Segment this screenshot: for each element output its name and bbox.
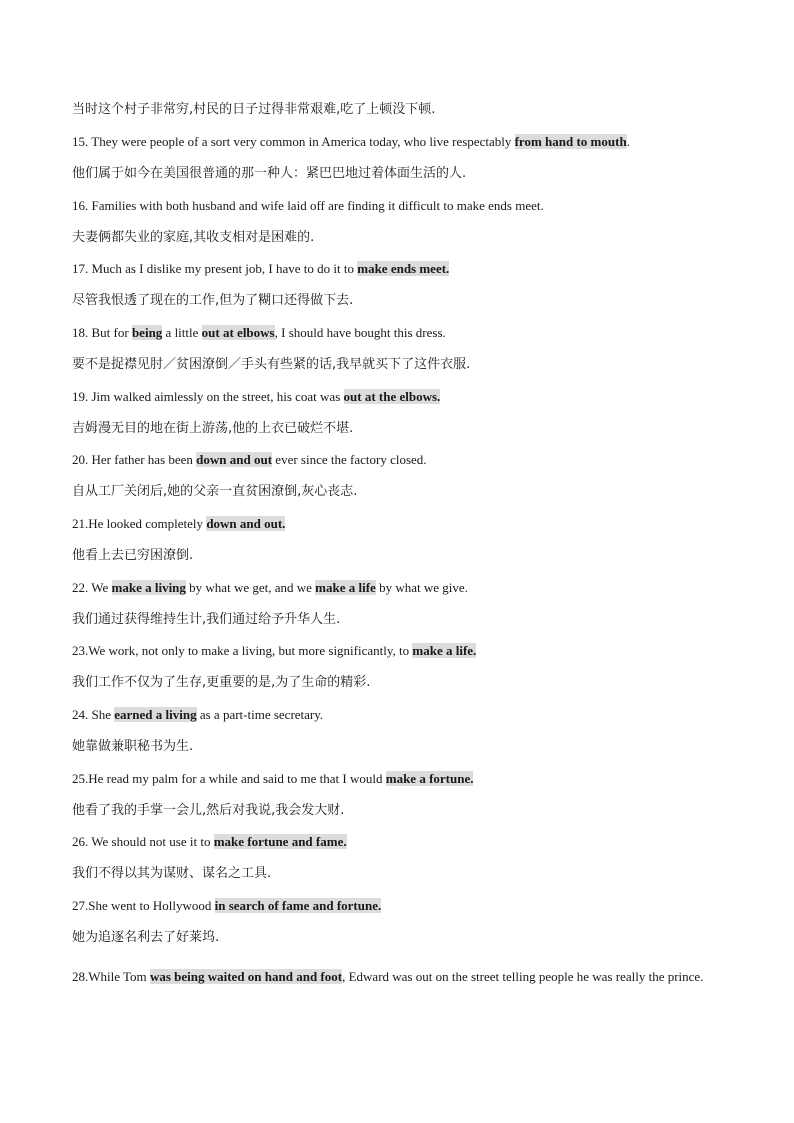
translation-line xyxy=(72,420,724,438)
sentence-text: 他看上去已穷困潦倒. xyxy=(72,548,194,563)
sentence-text: by what we get, and we xyxy=(185,580,316,595)
highlighted-phrase: was being waited on hand and foot xyxy=(149,969,343,984)
sentence-text: 我们工作不仅为了生存,更重要的是,为了生命的精彩. xyxy=(72,675,371,690)
example-sentence xyxy=(72,515,724,533)
sentence-text: by what we give. xyxy=(375,580,468,595)
sentence-text: 我们通过获得维持生计,我们通过给予升华人生. xyxy=(72,612,341,627)
sentence-text: 18. But for xyxy=(72,325,132,340)
highlighted-phrase: out at the elbows. xyxy=(343,389,441,404)
example-sentence xyxy=(72,642,724,660)
translation-line xyxy=(72,674,724,692)
sentence-text: 要不是捉襟见肘／贫困潦倒／手头有些紧的话,我早就买下了这件衣服. xyxy=(72,357,471,372)
sentence-text: 28.While Tom xyxy=(72,969,150,984)
example-sentence xyxy=(72,324,724,342)
highlighted-phrase: make ends meet. xyxy=(357,261,450,276)
sentence-text: 他看了我的手掌一会儿,然后对我说,我会发大财. xyxy=(72,803,345,818)
highlighted-phrase: make a fortune. xyxy=(385,771,474,786)
translation-line xyxy=(72,929,724,947)
sentence-text: 27.She went to Hollywood xyxy=(72,898,215,913)
translation-line xyxy=(72,483,724,501)
sentence-text: 21.He looked completely xyxy=(72,516,207,531)
highlighted-phrase: in search of fame and fortune. xyxy=(214,898,382,913)
translation-line xyxy=(72,229,724,247)
translation-line xyxy=(72,738,724,756)
translation-line xyxy=(72,165,724,183)
sentence-text: 26. We should not use it to xyxy=(72,834,214,849)
sentence-text: 夫妻俩都失业的家庭,其收支相对是困难的. xyxy=(72,230,315,245)
highlighted-phrase: earned a living xyxy=(114,707,197,722)
example-sentence xyxy=(72,833,724,851)
translation-line xyxy=(72,865,724,883)
sentence-text: 23.We work, not only to make a living, but more significantly, to xyxy=(72,643,413,658)
sentence-text: 吉姆漫无目的地在街上游荡,他的上衣已破烂不堪. xyxy=(72,421,354,436)
sentence-text: 22. We xyxy=(72,580,112,595)
sentence-text: 自从工厂关闭后,她的父亲一直贫困潦倒,灰心丧志. xyxy=(72,484,358,499)
example-sentence xyxy=(72,579,724,597)
translation-line xyxy=(72,611,724,629)
sentence-text: a little xyxy=(162,325,202,340)
example-sentence xyxy=(72,133,724,151)
sentence-text: 当时这个村子非常穷,村民的日子过得非常艰难,吃了上顿没下顿. xyxy=(72,102,436,117)
highlighted-phrase: being xyxy=(131,325,163,340)
sentence-text: 17. Much as I dislike my present job, I have to do it to xyxy=(72,261,358,276)
example-sentence xyxy=(72,197,724,215)
translation-line xyxy=(72,802,724,820)
sentence-text: 25.He read my palm for a while and said to me that I would xyxy=(72,771,386,786)
sentence-text: . xyxy=(626,134,630,149)
translation-line xyxy=(72,292,724,310)
sentence-text: 24. She xyxy=(72,707,115,722)
example-sentence xyxy=(72,260,724,278)
sentence-text: 她为追逐名利去了好莱坞. xyxy=(72,930,220,945)
sentence-text: , Edward was out on the street telling people he was really the prince. xyxy=(342,969,704,984)
translation-line xyxy=(72,101,724,119)
highlighted-phrase: out at elbows xyxy=(201,325,275,340)
highlighted-phrase: make a living xyxy=(111,580,186,595)
highlighted-phrase: make a life. xyxy=(412,643,477,658)
example-sentence xyxy=(72,770,724,788)
sentence-text: 15. They were people of a sort very common in America today, who live respectably xyxy=(72,134,515,149)
sentence-text: 尽管我恨透了现在的工作,但为了糊口还得做下去. xyxy=(72,293,354,308)
example-sentence xyxy=(72,706,724,724)
highlighted-phrase: make fortune and fame. xyxy=(213,834,347,849)
example-sentence xyxy=(72,897,724,915)
example-sentence xyxy=(72,388,724,406)
sentence-text: ever since the factory closed. xyxy=(272,452,427,467)
sentence-text: 他们属于如今在美国很普通的那一种人：紧巴巴地过着体面生活的人. xyxy=(72,166,467,181)
highlighted-phrase: down and out. xyxy=(206,516,286,531)
example-sentence xyxy=(72,961,724,993)
highlighted-phrase: down and out xyxy=(196,452,273,467)
translation-line xyxy=(72,356,724,374)
sentence-text: as a part-time secretary. xyxy=(196,707,324,722)
highlighted-phrase: make a life xyxy=(315,580,376,595)
sentence-text: 16. Families with both husband and wife laid off are finding it difficult to make ends meet. xyxy=(72,198,544,213)
sentence-text: 我们不得以其为谋财、谋名之工具. xyxy=(72,866,272,881)
translation-line xyxy=(72,547,724,565)
highlighted-phrase: from hand to mouth xyxy=(514,134,627,149)
sentence-text: 她靠做兼职秘书为生. xyxy=(72,739,194,754)
example-sentence xyxy=(72,451,724,469)
sentence-text: , I should have bought this dress. xyxy=(274,325,446,340)
sentence-text: 19. Jim walked aimlessly on the street, his coat was xyxy=(72,389,344,404)
sentence-text: 20. Her father has been xyxy=(72,452,197,467)
